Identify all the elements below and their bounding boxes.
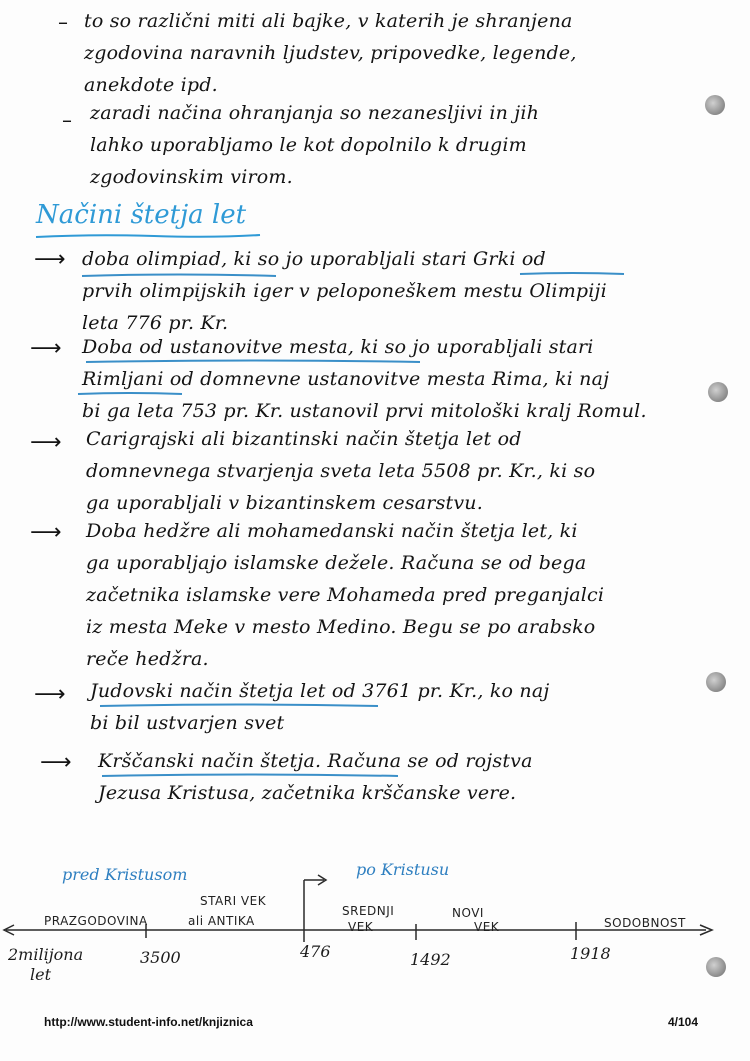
method-line: prvih olimpijskih iger v peloponeškem mestu Olimpiji <box>82 280 607 302</box>
method-line: Judovski način štetja let od 3761 pr. Kr., ko naj <box>90 680 550 702</box>
underline-marker <box>98 702 382 710</box>
underline-marker <box>76 390 186 398</box>
method-line: domnevnega stvarjenja sveta leta 5508 pr. Kr., ki so <box>86 460 596 482</box>
period-middle-ages: VEK <box>348 920 374 934</box>
punch-hole-middle-upper <box>708 382 728 402</box>
intro-line: anekdote ipd. <box>84 74 218 96</box>
bullet-dash: – <box>58 10 68 34</box>
method-line: ga uporabljajo islamske dežele. Računa se od bega <box>86 552 587 574</box>
tick-label: 2milijona <box>8 945 84 964</box>
footer-url[interactable]: http://www.student-info.net/knjiznica <box>44 1015 253 1029</box>
timeline-after-christ: po Kristusu <box>356 860 450 879</box>
method-line: Doba od ustanovitve mesta, ki so jo uporabljali stari <box>82 336 594 358</box>
period-antiquity: STARI VEK <box>200 894 267 908</box>
method-line: Carigrajski ali bizantinski način štetja let od <box>86 428 522 450</box>
underline-marker <box>84 358 424 366</box>
punch-hole-top <box>705 95 725 115</box>
underline-marker <box>100 772 402 780</box>
intro-line: zgodovinskim virom. <box>90 166 293 188</box>
method-line: Doba hedžre ali mohamedanski način štetja let, ki <box>86 520 578 542</box>
heading-underline <box>34 232 264 240</box>
punch-hole-middle-lower <box>706 672 726 692</box>
method-line: začetnika islamske vere Mohameda pred preganjalci <box>86 584 605 606</box>
method-line: bi ga leta 753 pr. Kr. ustanovil prvi mitološki kralj Romul. <box>82 400 647 422</box>
bullet-arrow-icon: ⟶ <box>30 520 62 545</box>
period-prehistory: PRAZGODOVINA <box>44 914 148 928</box>
period-modern-age: VEK <box>474 920 500 934</box>
method-line: bi bil ustvarjen svet <box>90 712 285 734</box>
tick-label: 476 <box>300 942 331 961</box>
tick-label: 3500 <box>140 948 181 967</box>
intro-line: to so različni miti ali bajke, v katerih je shranjena <box>84 10 573 32</box>
method-line: Rimljani od domnevne ustanovitve mesta Rima, ki naj <box>82 368 610 390</box>
method-line: Jezusa Kristusa, začetnika krščanske vere. <box>98 782 517 804</box>
method-line: iz mesta Meke v mesto Medino. Begu se po arabsko <box>86 616 596 638</box>
section-heading: Načini štetja let <box>36 200 247 230</box>
tick-label: 1492 <box>410 950 451 969</box>
underline-marker <box>80 272 280 280</box>
intro-line: lahko uporabljamo le kot dopolnilo k drugim <box>90 134 527 156</box>
method-line: Krščanski način štetja. Računa se od rojstva <box>98 750 533 772</box>
period-middle-ages: SREDNJI <box>342 904 395 918</box>
method-line: leta 776 pr. Kr. <box>82 312 229 334</box>
tick-label: let <box>30 965 52 984</box>
period-modern-age: NOVI <box>452 906 484 920</box>
method-line: doba olimpiad, ki so jo uporabljali stari Grki od <box>82 248 546 270</box>
bullet-arrow-icon: ⟶ <box>34 682 66 707</box>
bullet-dash: – <box>62 108 72 132</box>
bullet-arrow-icon: ⟶ <box>34 247 66 272</box>
bullet-arrow-icon: ⟶ <box>30 430 62 455</box>
bullet-arrow-icon: ⟶ <box>40 750 72 775</box>
timeline-before-christ: pred Kristusom <box>62 865 188 884</box>
intro-line: zaradi načina ohranjanja so nezanesljivi in jih <box>90 102 540 124</box>
underline-marker <box>518 270 628 278</box>
page-number: 4/104 <box>668 1015 699 1029</box>
method-line: ga uporabljali v bizantinskem cesarstvu. <box>86 492 483 514</box>
tick-label: 1918 <box>570 944 611 963</box>
bullet-arrow-icon: ⟶ <box>30 336 62 361</box>
intro-line: zgodovina naravnih ljudstev, pripovedke, legende, <box>84 42 577 64</box>
period-antiquity: ali ANTIKA <box>188 914 255 928</box>
period-present: SODOBNOST <box>604 916 686 930</box>
method-line: reče hedžra. <box>86 648 209 670</box>
